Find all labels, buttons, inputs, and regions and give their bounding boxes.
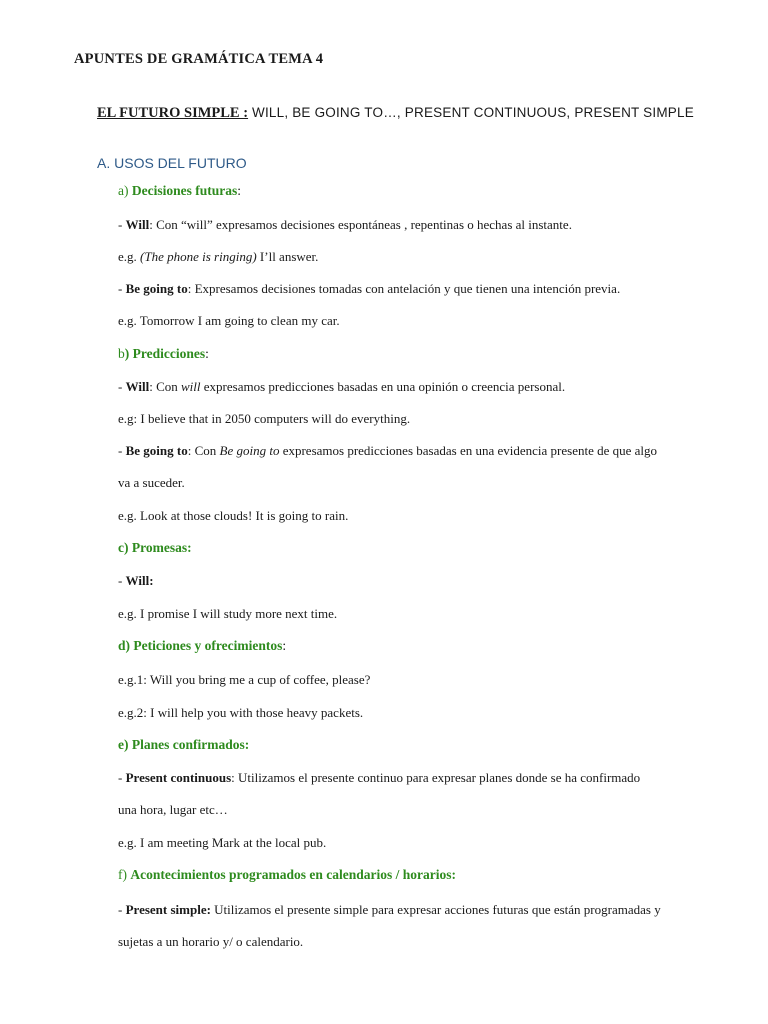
subheading-a	[118, 183, 241, 199]
b-bgt-italic: Be going to	[219, 443, 280, 458]
term-present-simple: Present simple:	[125, 902, 211, 917]
a-will-text: : Con “will” expresamos decisiones espontáneas , repentinas o hechas al instante.	[149, 217, 572, 232]
subheading-d-suffix: :	[282, 638, 287, 653]
subheading-b-label: ) Predicciones	[124, 346, 206, 361]
subheading-b-suffix: :	[205, 346, 209, 361]
subheading-e: e) Planes confirmados:	[118, 737, 250, 752]
term-be-going-to: Be going to	[125, 281, 188, 296]
d-example-2: e.g.2: I will help you with those heavy packets.	[118, 705, 364, 720]
b-bgt-continuation: va a suceder.	[118, 475, 185, 490]
eg-rest: I’ll answer.	[256, 249, 319, 264]
f-ps-text: Utilizamos el presente simple para expresar acciones futuras que están programadas y	[210, 902, 661, 917]
c-example: e.g. I promise I will study more next time.	[118, 606, 338, 621]
eg-prefix: e.g.	[118, 249, 141, 264]
subheading-b-letter: b	[118, 346, 125, 361]
subheading-f-label: Acontecimientos programados en calendarios / horarios:	[130, 867, 456, 882]
b-example-2: e.g. Look at those clouds! It is going to rain.	[118, 508, 349, 523]
a-example-1	[118, 249, 318, 265]
dash: -	[118, 379, 126, 394]
e-example: e.g. I am meeting Mark at the local pub.	[118, 835, 327, 850]
b-bgt-text-2: expresamos predicciones basadas en una evidencia presente de que algo	[279, 443, 658, 458]
document-title: APUNTES DE GRAMÁTICA TEMA 4	[74, 51, 324, 67]
subheading-f	[118, 867, 456, 883]
a-will-line	[118, 217, 572, 233]
b-bgt-line	[118, 443, 657, 459]
dash: -	[118, 281, 126, 296]
f-ps-continuation: sujetas a un horario y/ o calendario.	[118, 934, 304, 949]
dash: -	[118, 443, 126, 458]
a-example-2: e.g. Tomorrow I am going to clean my car.	[118, 313, 340, 328]
futuro-heading-underlined: EL FUTURO SIMPLE :	[97, 105, 249, 121]
dash: -	[118, 902, 126, 917]
b-example-1: e.g: I believe that in 2050 computers will do everything.	[118, 411, 411, 426]
dash: -	[118, 770, 126, 785]
a-bgt-line	[118, 281, 620, 297]
section-a-heading: A. USOS DEL FUTURO	[97, 155, 247, 171]
subheading-d-label: d) Peticiones y ofrecimientos	[118, 638, 283, 653]
term-be-going-to: Be going to	[125, 443, 188, 458]
c-will-line	[118, 573, 154, 589]
e-pc-text: : Utilizamos el presente continuo para expresar planes donde se ha confirmado	[231, 770, 641, 785]
b-will-italic: will	[181, 379, 201, 394]
e-pc-line	[118, 770, 640, 786]
e-pc-continuation: una hora, lugar etc…	[118, 802, 228, 817]
dash: -	[118, 573, 126, 588]
term-present-continuous: Present continuous	[125, 770, 232, 785]
b-will-text-1: : Con	[149, 379, 181, 394]
futuro-heading	[97, 103, 697, 123]
subheading-c: c) Promesas:	[118, 540, 192, 555]
b-will-text-2: expresamos predicciones basadas en una opinión o creencia personal.	[200, 379, 566, 394]
term-will: Will	[125, 217, 150, 232]
b-bgt-text-1: : Con	[187, 443, 220, 458]
subheading-a-suffix: :	[237, 183, 242, 198]
subheading-a-label: Decisiones futuras	[131, 183, 238, 198]
dash: -	[118, 217, 126, 232]
futuro-heading-rest: WILL, BE GOING TO…, PRESENT CONTINUOUS, PRESENT SIMPLE	[248, 105, 694, 120]
subheading-d	[118, 638, 286, 654]
subheading-b	[118, 346, 209, 362]
b-will-line	[118, 379, 565, 395]
eg-italic: (The phone is ringing)	[140, 249, 257, 264]
subheading-a-letter: a)	[118, 183, 132, 198]
subheading-f-letter: f)	[118, 867, 131, 882]
f-ps-line	[118, 902, 661, 918]
term-will: Will	[125, 379, 150, 394]
d-example-1: e.g.1: Will you bring me a cup of coffee, please?	[118, 672, 371, 687]
term-will: Will:	[125, 573, 154, 588]
a-bgt-text: : Expresamos decisiones tomadas con antelación y que tienen una intención previa.	[187, 281, 621, 296]
